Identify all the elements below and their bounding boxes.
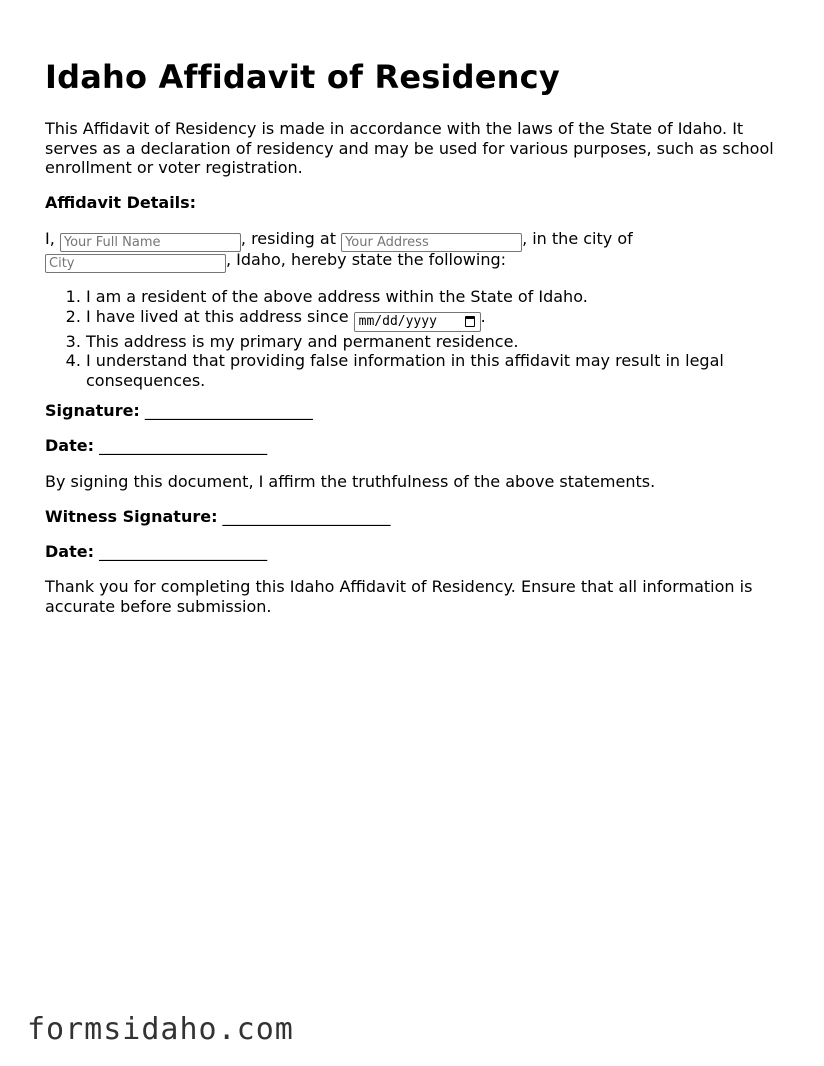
item2-prefix: I have lived at this address since <box>86 306 354 326</box>
list-item-4: 4. I understand that providing false information in this affidavit may result in legal consequences. <box>86 351 786 390</box>
witness-date-line <box>45 542 267 562</box>
page-title: Idaho Affidavit of Residency <box>45 58 560 96</box>
intro-paragraph: This Affidavit of Residency is made in accordance with the laws of the State of Idaho. It serves as a declaration of residency and may be used for various purposes, such as school enrollment or voter registration. <box>45 119 774 177</box>
calendar-icon[interactable] <box>465 316 475 327</box>
list-item-1: 1. I am a resident of the above address within the State of Idaho. <box>86 287 786 307</box>
in-city-text: , in the city of <box>522 229 633 248</box>
statement-line-1 <box>45 228 785 249</box>
witness-signature-label: Witness Signature: <box>45 507 218 526</box>
witness-signature-blank: _____________________ <box>217 507 391 526</box>
signature-blank: _____________________ <box>139 401 313 420</box>
signature-line <box>45 401 313 421</box>
residing-at-text: , residing at <box>240 229 342 248</box>
witness-date-blank: _____________________ <box>93 542 268 561</box>
witness-date-label: Date: <box>45 542 94 561</box>
list-item-2 <box>86 307 786 332</box>
city-input[interactable] <box>45 254 226 273</box>
witness-signature-line <box>45 507 391 527</box>
item2-suffix: . <box>480 306 486 326</box>
statement-list <box>45 287 786 390</box>
affirmation-text: By signing this document, I affirm the truthfulness of the above statements. <box>45 472 656 491</box>
state-suffix-text: , Idaho, hereby state the following: <box>226 250 506 269</box>
residence-since-date-input[interactable] <box>354 312 481 332</box>
date-placeholder: mm/dd/yyyy <box>358 313 437 329</box>
closing-paragraph: Thank you for completing this Idaho Affidavit of Residency. Ensure that all information is accurate before submission. <box>45 577 753 616</box>
statement-line-2 <box>45 249 785 270</box>
statement-prefix: I, <box>45 229 60 248</box>
residency-statement <box>45 228 785 270</box>
signature-label: Signature: <box>45 401 140 420</box>
date-blank: _____________________ <box>93 436 268 455</box>
details-heading: Affidavit Details: <box>45 193 197 212</box>
list-item-3: 3. This address is my primary and permanent residence. <box>86 332 786 352</box>
date-line <box>45 436 267 456</box>
date-label: Date: <box>45 436 94 455</box>
site-watermark: formsidaho.com <box>27 1012 294 1047</box>
